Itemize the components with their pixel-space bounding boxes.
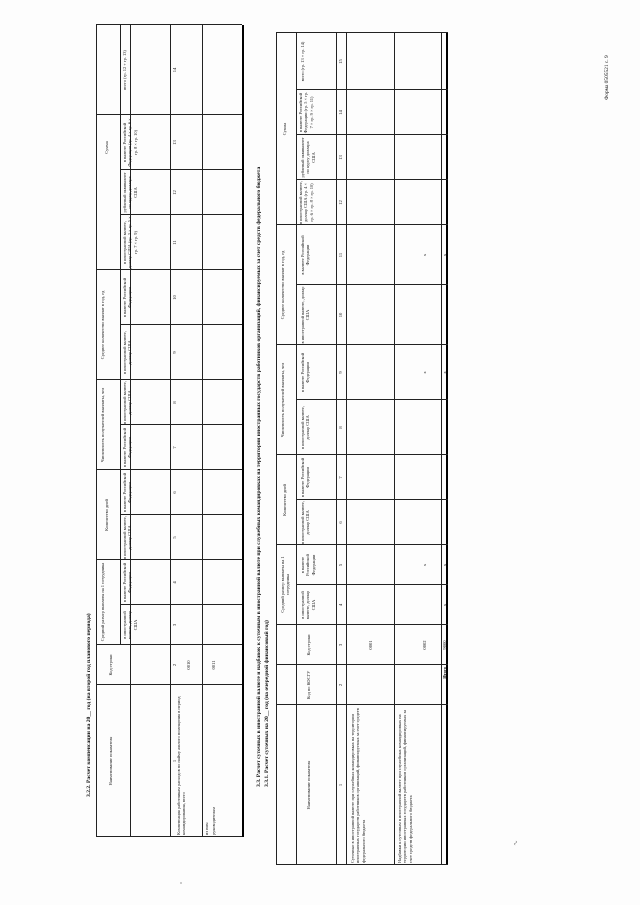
- s2-colnum: 12: [338, 200, 343, 205]
- s1-colnum: 12: [172, 190, 177, 195]
- s1-col-sum-equiv: рублевый эквивалент по курсу доллара США: [122, 172, 138, 213]
- s1-col-count-group: Среднее количество выплат в год, ед: [100, 290, 105, 360]
- pen-mark: ~: [509, 838, 521, 848]
- s1-col-avg-group: Средний размер выплаты на 1 сотрудника: [100, 562, 105, 642]
- s1-colnum: 6: [172, 491, 177, 494]
- s2-x-mark: x: [422, 371, 427, 374]
- section1-title: 3.2.2. Расчет компенсации на 20__ год (на второй год планового периода): [86, 613, 92, 797]
- s2-row-code: 9000: [442, 640, 447, 650]
- s1-colnum: 7: [172, 446, 177, 449]
- s2-col-sum-equiv: рублевый эквивалент по курсу доллара США: [300, 137, 316, 178]
- s1-row-code: 0010: [186, 660, 191, 670]
- s1-colnum: 5: [172, 536, 177, 539]
- s2-row-name: Суточные в иностранной валюте при служебных командировках на территории иностранных государств работников организаций, финансируемых за счет средств федерального бюджета: [350, 708, 366, 863]
- s2-colnum: 9: [338, 371, 343, 374]
- s1-col-sum-rub: в валюте Российской Федерации (гр. 4 × гр. 6 × гр. 8 × гр. 10): [122, 118, 138, 167]
- s1-colnum: 1: [172, 759, 177, 763]
- s1-col-sum-fx: в иностранной валюте, доллар США (гр. 3 × гр. 5 × гр. 7 × гр. 9): [122, 216, 138, 269]
- s2-colnum: 8: [338, 426, 343, 429]
- s2-col-days-group: Количество дней: [282, 484, 287, 516]
- s2-x-mark: x: [422, 253, 427, 257]
- s2-col-days-rub: в валюте Российской Федерации: [300, 457, 311, 498]
- s2-colnum: 13: [338, 155, 343, 160]
- s2-colnum: 7: [338, 476, 343, 479]
- s1-col-count-rub: в валюте Российской Федерации: [122, 277, 133, 318]
- s1-col-avg-rub: в валюте Российской Федерации: [122, 562, 133, 603]
- s2-col-avg-group: Средний размер выплаты на 1 сотрудника: [280, 556, 291, 613]
- s2-col-count-group: Среднее количество выплат в год, ед: [280, 250, 285, 320]
- s2-colnum: 6: [338, 521, 343, 524]
- s2-col-sum-total: всего (гр. 13 + гр. 14): [300, 41, 305, 82]
- section2-title: 3.3. Расчет суточных в иностранной валюте и надбавок к суточным в иностранной валюте при служебных командировках на территории иностранных государств работников организаций, финансируемых за счет средств федерального бюджета: [256, 166, 262, 787]
- s2-col-days-fx: в иностранной валюте, доллар США: [300, 501, 311, 544]
- s2-x-mark: x: [422, 563, 427, 567]
- s2-col-people-fx: в иностранной валюте, доллар США: [300, 406, 311, 449]
- s1-row-name: из них:: [204, 821, 209, 835]
- s1-colnum: 3: [172, 623, 177, 627]
- s1-colnum: 9: [172, 351, 177, 354]
- s2-x-mark: x: [442, 371, 447, 374]
- s2-col-count-rub: в валюте Российской Федерации: [300, 235, 311, 275]
- s2-row-total: Итого: [442, 667, 447, 679]
- s2-colnum: 5: [338, 563, 343, 567]
- section2-subtitle: 3.3.1. Расчет суточных на 20__ год (на очередной финансовый год): [264, 620, 270, 787]
- s2-colnum: 14: [338, 110, 343, 115]
- s2-colnum: 11: [338, 252, 343, 258]
- s1-colnum: 14: [172, 67, 177, 73]
- s2-col-avg-fx: в иностранной валюте, доллар США: [300, 590, 316, 620]
- form-code: Форма 0505521 с. 9: [604, 55, 610, 100]
- s2-row-code: 0001: [368, 640, 373, 650]
- s1-col-code: Код строки: [108, 654, 113, 676]
- s2-colnum: 3: [338, 643, 343, 647]
- s2-x-mark: x: [442, 603, 447, 607]
- s1-colnum: 13: [172, 140, 177, 145]
- s1-col-avg-fx: в иностранной валюте, доллар США: [122, 610, 138, 640]
- s2-x-mark: x: [442, 563, 447, 567]
- s1-row-name: Компенсация работникам расходов по найму жилого помещения в период командирования, всего: [176, 696, 187, 835]
- s1-col-days-group: Количество дней: [104, 499, 109, 531]
- s2-col-kosgu: Код по КОСГУ: [306, 670, 311, 700]
- s2-colnum: 15: [338, 59, 343, 64]
- s1-col-name: Наименование показателя: [108, 736, 113, 786]
- s2-col-sum-fx: в иностранной валюте, доллар США (гр. 4 × гр. 6 × гр. 8 × гр. 10): [298, 181, 314, 224]
- s2-x-mark: x: [442, 253, 447, 257]
- s1-col-sum-total: всего (гр. 12 + гр. 13): [122, 50, 127, 90]
- s1-colnum: 10: [172, 295, 177, 300]
- s1-col-days-rub: в валюте Российской Федерации: [122, 472, 133, 513]
- s2-col-sum-rub: в валюте Российской Федерации (гр. 5 × гр. 7 × гр. 9 × гр. 11): [298, 91, 314, 134]
- s2-col-people-rub: в валюте Российской Федерации: [300, 352, 311, 393]
- s2-colnum: 2: [338, 683, 343, 687]
- s1-row-code: 0011: [211, 660, 216, 670]
- s2-colnum: 1: [338, 783, 343, 787]
- s1-colnum: 4: [172, 581, 177, 584]
- s1-col-people-fx: в иностранной валюте, доллар США: [122, 381, 133, 424]
- s1-col-days-fx: в иностранной валюте, доллар США: [122, 516, 133, 559]
- s2-col-code: Код строки: [306, 634, 311, 656]
- s1-col-sum-group: Сумма: [104, 141, 109, 154]
- s1-colnum: 8: [172, 401, 177, 404]
- s1-colnum: 2: [172, 663, 177, 667]
- s1-col-count-fx: в иностранной валюте, доллар США: [122, 331, 133, 374]
- s2-col-people-group: Численность получателей выплаты, чел: [280, 362, 285, 438]
- s1-col-people-group: Численность получателей выплаты, чел: [100, 387, 105, 463]
- s2-col-avg-rub: в валюте Российской Федерации: [300, 554, 316, 576]
- s1-row-name: руководителям: [211, 807, 216, 835]
- s1-colnum: 11: [172, 240, 177, 245]
- s2-colnum: 10: [338, 312, 343, 318]
- s2-col-name: Наименование показателя: [306, 760, 311, 810]
- s2-col-count-fx: в иностранной валюте, доллар США: [300, 286, 311, 344]
- s2-col-sum-group: Сумма: [282, 122, 287, 136]
- s2-row-code: 0002: [422, 640, 427, 650]
- s2-colnum: 4: [338, 603, 343, 607]
- s1-col-people-rub: в валюте Российской Федерации: [122, 427, 133, 468]
- s2-row-name: Надбавки к суточным в иностранной валюте при служебных командировках на территории иностранных государств работников организаций, финансируемых за счет средств федерального бюджета: [397, 709, 413, 863]
